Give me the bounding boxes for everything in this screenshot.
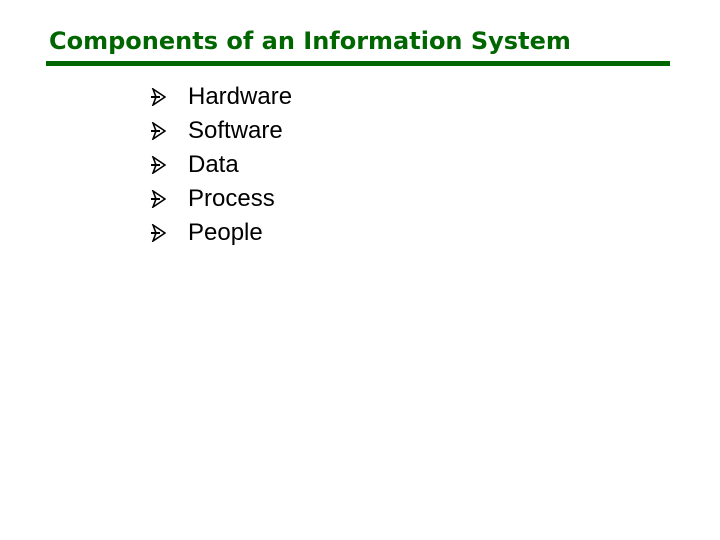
bullet-label-data: Data: [188, 151, 239, 178]
list-item: [148, 182, 292, 216]
title-underline-rule: [46, 61, 670, 66]
bullet-label-software: Software: [188, 117, 283, 144]
arrowhead-bullet-shape: [150, 224, 166, 242]
bullet-list: [148, 80, 292, 250]
arrowhead-bullet-shape: [150, 88, 166, 106]
arrowhead-bullet-shape: [150, 190, 166, 208]
slide-title: Components of an Information System: [49, 27, 571, 55]
arrowhead-bullet-icon: [148, 182, 188, 216]
bullet-label-hardware: Hardware: [188, 83, 293, 110]
bullet-label-process: Process: [188, 185, 275, 212]
bullet-label-people: People: [188, 219, 263, 246]
list-item: [148, 80, 292, 114]
arrowhead-bullet-icon: [148, 216, 188, 250]
arrowhead-bullet-icon: [148, 80, 188, 114]
arrowhead-bullet-shape: [150, 156, 166, 174]
arrowhead-bullet-shape: [150, 122, 166, 140]
list-item: [148, 148, 292, 182]
arrowhead-bullet-icon: [148, 148, 188, 182]
list-item: [148, 114, 292, 148]
arrowhead-bullet-icon: [148, 114, 188, 148]
list-item: [148, 216, 292, 250]
